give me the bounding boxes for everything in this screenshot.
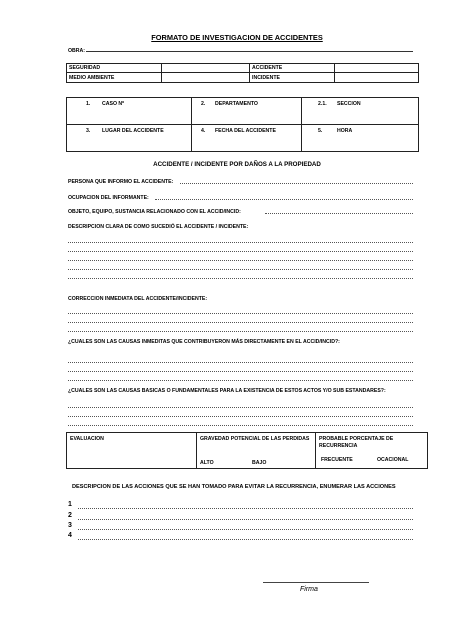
action-line[interactable] [78,535,413,540]
ocacional-option[interactable]: OCACIONAL [377,457,409,463]
evaluacion-label: EVALUACION [70,436,104,442]
seccion-label: SECCION [337,101,361,107]
causas-basicas-label: ¿CUALES SON LAS CAUSAS BASICAS O FUNDAMENTALES PARA LA EXISTENCIA DE ESTOS ACTOS Y/O SUB ESTANDARES?: [68,388,386,394]
alto-option[interactable]: ALTO [200,460,214,466]
evaluation-col1 [196,432,197,469]
correccion-label: CORRECCION INMEDIATA DEL ACCIDENTE/INCIDENTE: [68,296,208,302]
descripcion-line[interactable] [68,256,413,261]
seguridad-checkbox[interactable] [162,64,248,72]
descripcion-label: DESCRIPCION CLARA DE COMO SUCEDIÓ EL ACCIDENTE / INCIDENTE: [68,224,249,230]
evaluation-col2 [315,432,316,469]
lugar-label: LUGAR DEL ACCIDENTE [102,128,164,134]
descripcion-line[interactable] [68,238,413,243]
frecuente-option[interactable]: FRECUENTE [321,457,353,463]
action-line[interactable] [78,515,413,520]
gravedad-label: GRAVEDAD POTENCIAL DE LAS PERDIDAS [200,436,310,442]
objeto-label: OBJETO, EQUIPO, SUSTANCIA RELACIONADO CON EL ACCID/INCID: [68,209,241,215]
ocupacion-label: OCUPACION DEL INFORMANTE: [68,195,149,201]
medio-ambiente-label: MEDIO AMBIENTE [69,75,115,81]
seccion-number: 2.1. [318,101,327,107]
info-grid-col1 [191,97,192,152]
descripcion-line[interactable] [68,247,413,252]
obra-field[interactable] [86,51,413,52]
departamento-label: DEPARTAMENTO [215,101,258,107]
accidente-checkbox[interactable] [335,64,418,72]
correccion-line[interactable] [68,327,413,332]
probable-label-1: PROBABLE PORCENTAJE DE [319,436,394,442]
action-line[interactable] [78,525,413,530]
fecha-number: 4. [201,128,206,134]
causas-inmediatas-label: ¿CUALES SON LAS CAUSAS INMEDITAS QUE CONTRIBUYERON MÁS DIRECTAMENTE EN EL ACCID/INCID?: [68,339,340,345]
form-title: FORMATO DE INVESTIGACION DE ACCIDENTES [151,33,323,42]
departamento-number: 2. [201,101,206,107]
hora-number: 5. [318,128,323,134]
hora-label: HORA [337,128,353,134]
accidente-label: ACCIDENTE [252,65,283,71]
signature-line[interactable] [263,582,369,583]
info-grid-col2 [301,97,302,152]
actions-title: DESCRIPCION DE LAS ACCIONES QUE SE HAN TOMADO PARA EVITAR LA RECURRENCIA, ENUMERAR LAS ACCIONES [72,484,396,490]
descripcion-line[interactable] [68,274,413,279]
bajo-option[interactable]: BAJO [252,460,267,466]
incidente-checkbox[interactable] [335,73,418,82]
descripcion-line[interactable] [68,265,413,270]
action-line[interactable] [78,504,413,509]
action-number: 2 [68,512,72,519]
classification-col2 [249,63,250,83]
ocupacion-field[interactable] [155,195,413,200]
lugar-number: 3. [86,128,91,134]
firma-label: Firma [300,586,318,593]
causas-basicas-line[interactable] [68,412,413,417]
action-number: 4 [68,532,72,539]
section-title: ACCIDENTE / INCIDENTE POR DAÑOS A LA PROPIEDAD [153,161,321,168]
action-number: 1 [68,501,72,508]
causas-inmediatas-line[interactable] [68,376,413,381]
causas-basicas-line[interactable] [68,403,413,408]
info-grid-divider [66,124,419,125]
action-number: 3 [68,522,72,529]
caso-number: 1. [86,101,91,107]
causas-basicas-line[interactable] [68,421,413,426]
objeto-field[interactable] [265,209,413,214]
correccion-line[interactable] [68,309,413,314]
seguridad-label: SEGURIDAD [69,65,101,71]
persona-field[interactable] [180,179,413,184]
caso-label: CASO Nº [102,101,125,107]
probable-label-2: RECURRENCIA [319,443,358,449]
obra-label: OBRA: [68,48,86,54]
correccion-line[interactable] [68,318,413,323]
incidente-label: INCIDENTE [252,75,280,81]
medio-ambiente-checkbox[interactable] [162,73,248,82]
persona-label: PERSONA QUE INFORMO EL ACCIDENTE: [68,179,174,185]
causas-inmediatas-line[interactable] [68,358,413,363]
causas-inmediatas-line[interactable] [68,367,413,372]
fecha-label: FECHA DEL ACCIDENTE [215,128,276,134]
